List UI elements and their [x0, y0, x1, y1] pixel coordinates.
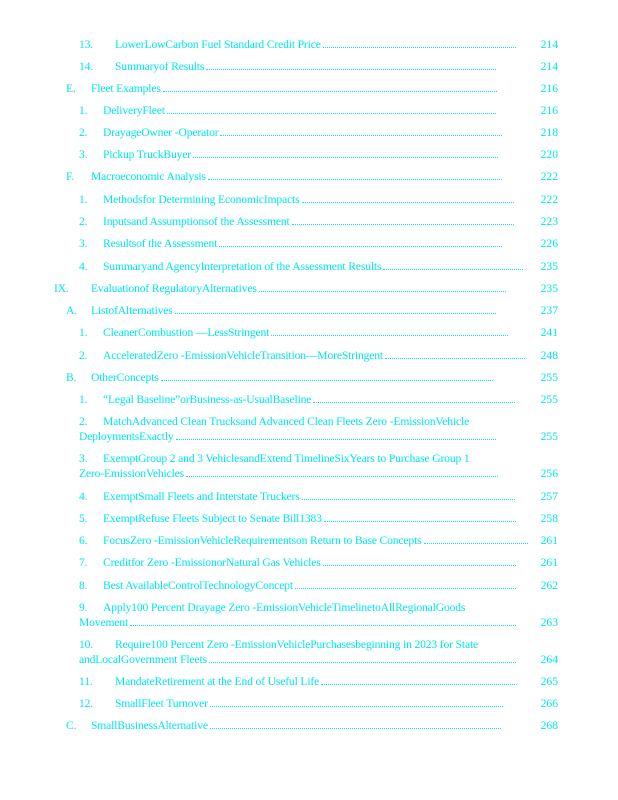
dot-leader [210, 705, 503, 707]
toc-entry[interactable] [79, 103, 499, 118]
dot-leader [302, 498, 515, 500]
toc-entry[interactable] [79, 451, 559, 466]
entry-title: Inputsand Assumptionsof the Assessment [103, 215, 290, 228]
entry-number: 3. [79, 237, 88, 250]
entry-title: Evaluationof RegulatoryAlternatives [91, 282, 257, 295]
entry-number: E. [66, 82, 76, 95]
toc-entry-continuation[interactable] [79, 466, 501, 481]
entry-page-number: 257 [540, 490, 558, 503]
toc-entry[interactable] [79, 125, 505, 140]
toc-entry[interactable] [66, 81, 500, 96]
toc-entry[interactable] [79, 533, 531, 548]
entry-number: 3. [79, 452, 88, 465]
entry-title-continuation: Movement [79, 616, 129, 629]
entry-number: 11. [79, 675, 93, 688]
entry-number: 2. [79, 126, 88, 139]
entry-page-number: 237 [540, 304, 558, 317]
entry-page-number: 261 [540, 556, 558, 569]
dot-leader [383, 268, 523, 270]
entry-page-number: 222 [540, 170, 558, 183]
entry-number: 1. [79, 326, 88, 339]
toc-entry[interactable] [66, 169, 505, 184]
entry-number: 8. [79, 579, 88, 592]
entry-number: 3. [79, 148, 88, 161]
toc-entry[interactable] [79, 392, 518, 407]
entry-title: MandateRetirement at the End of Useful Life [115, 675, 320, 688]
entry-number: 2. [79, 415, 88, 428]
toc-entry[interactable] [79, 59, 499, 74]
dot-leader [210, 727, 501, 729]
entry-page-number: 264 [540, 653, 558, 666]
entry-page-number: 235 [540, 282, 558, 295]
toc-entry[interactable] [66, 303, 499, 318]
entry-page-number: 214 [540, 38, 558, 51]
toc-entry-continuation[interactable] [79, 615, 519, 630]
entry-number: 14. [79, 60, 94, 73]
entry-page-number: 261 [540, 534, 558, 547]
entry-page-number: 263 [540, 616, 558, 629]
entry-number: 4. [79, 260, 88, 273]
entry-page-number: 266 [540, 697, 558, 710]
toc-entry[interactable] [79, 192, 517, 207]
entry-page-number: 262 [540, 579, 558, 592]
dot-leader [186, 475, 498, 477]
toc-entry[interactable] [79, 259, 526, 274]
entry-page-number: 241 [540, 326, 558, 339]
entry-number: 2. [79, 215, 88, 228]
entry-page-number: 223 [540, 215, 558, 228]
entry-title: Require100 Percent Zero -EmissionVehiclePurchasesbeginning in 2023 for State [115, 638, 479, 651]
entry-number: C. [66, 719, 77, 732]
toc-entry[interactable] [54, 281, 509, 296]
entry-title: Apply100 Percent Drayage Zero -EmissionVehicleTimelinetoAllRegionalGoods [103, 601, 466, 614]
dot-leader [323, 46, 516, 48]
entry-title: AcceleratedZero -EmissionVehicleTransition—MoreStringent [103, 349, 383, 362]
toc-entry[interactable] [79, 348, 528, 363]
entry-title: DeliveryFleet [103, 104, 165, 117]
entry-number: 12. [79, 697, 94, 710]
toc-entry[interactable] [79, 555, 519, 570]
entry-title: Fleet Examples [91, 82, 161, 95]
entry-title: LowerLowCarbon Fuel Standard Credit Price [115, 38, 321, 51]
toc-entry[interactable] [79, 637, 559, 652]
entry-page-number: 256 [540, 467, 558, 480]
dot-leader [175, 312, 496, 314]
entry-title: MatchAdvanced Clean Trucksand Advanced Clean Fleets Zero -EmissionVehicle [103, 415, 470, 428]
dot-leader [324, 520, 516, 522]
entry-number: IX. [54, 282, 69, 295]
dot-leader [271, 334, 508, 336]
entry-page-number: 222 [540, 193, 558, 206]
entry-number: A. [66, 304, 77, 317]
entry-title-continuation: Zero-EmissionVehicles [79, 467, 185, 480]
dot-leader [176, 438, 496, 440]
entry-title: ExemptGroup 2 and 3 VehiclesandExtend TimelineSixYears to Purchase Group 1 [103, 452, 470, 465]
dot-leader [323, 564, 516, 566]
entry-number: 10. [79, 638, 94, 651]
entry-page-number: 226 [540, 237, 558, 250]
entry-page-number: 268 [540, 719, 558, 732]
entry-title: OtherConcepts [91, 371, 159, 384]
dot-leader [295, 587, 516, 589]
entry-page-number: 255 [540, 393, 558, 406]
entry-title: Macroeconomic Analysis [91, 170, 206, 183]
toc-entry[interactable] [79, 511, 519, 526]
entry-title: Best AvailableControlTechnologyConcept [103, 579, 294, 592]
entry-number: 1. [79, 104, 88, 117]
dot-leader [163, 90, 497, 92]
entry-page-number: 265 [540, 675, 558, 688]
entry-title: ListofAlternatives [91, 304, 173, 317]
entry-number: 7. [79, 556, 88, 569]
entry-title: ExemptSmall Fleets and Interstate Truckers [103, 490, 300, 503]
entry-title: CleanerCombustion —LessStringent [103, 326, 270, 339]
entry-page-number: 218 [540, 126, 558, 139]
toc-entry[interactable] [79, 600, 559, 615]
dot-leader [424, 542, 528, 544]
entry-title: Summaryand AgencyInterpretation of the Assessment Results [103, 260, 382, 273]
entry-page-number: 248 [540, 349, 558, 362]
toc-entry[interactable] [79, 578, 519, 593]
entry-page-number: 258 [540, 512, 558, 525]
entry-number: B. [66, 371, 77, 384]
dot-leader [208, 178, 502, 180]
toc-entry[interactable] [79, 489, 518, 504]
toc-entry[interactable] [79, 147, 501, 162]
entry-title: FocusZero -EmissionVehicleRequirementson Return to Base Concepts [103, 534, 422, 547]
entry-page-number: 235 [540, 260, 558, 273]
toc-entry[interactable] [79, 674, 520, 689]
toc-entry[interactable] [79, 214, 517, 229]
dot-leader [385, 357, 525, 359]
toc-entry[interactable] [79, 325, 511, 340]
dot-leader [206, 68, 496, 70]
dot-leader [313, 401, 515, 403]
entry-title: Methodsfor Determining EconomicImpacts [103, 193, 300, 206]
entry-title-continuation: DeploymentsExactly [79, 430, 174, 443]
entry-title: ExemptRefuse Fleets Subject to Senate Bill1383 [103, 512, 322, 525]
entry-page-number: 216 [540, 104, 558, 117]
entry-title: Creditfor Zero -EmissionorNatural Gas Vehicles [103, 556, 321, 569]
toc-entry-continuation[interactable] [79, 429, 499, 444]
dot-leader [209, 661, 516, 663]
dot-leader [193, 156, 498, 158]
dot-leader [302, 201, 515, 203]
toc-entry-continuation[interactable] [79, 652, 519, 667]
dot-leader [292, 223, 514, 225]
entry-title: DrayageOwner -Operator [103, 126, 219, 139]
entry-title: Resultsof the Assessment [103, 237, 218, 250]
dot-leader [161, 379, 493, 381]
dot-leader [219, 245, 502, 247]
toc-entry[interactable] [66, 718, 504, 733]
toc-entry[interactable] [79, 37, 519, 52]
entry-number: 6. [79, 534, 88, 547]
entry-number: 1. [79, 393, 88, 406]
entry-number: 5. [79, 512, 88, 525]
entry-number: 1. [79, 193, 88, 206]
dot-leader [130, 624, 516, 626]
entry-number: 4. [79, 490, 88, 503]
entry-number: 2. [79, 349, 88, 362]
entry-number: F. [66, 170, 75, 183]
entry-number: 13. [79, 38, 94, 51]
entry-page-number: 216 [540, 82, 558, 95]
toc-entry[interactable] [79, 696, 506, 711]
entry-title: Pickup TruckBuyer [103, 148, 191, 161]
entry-number: 9. [79, 601, 88, 614]
entry-title: SmallFleet Turnover [115, 697, 208, 710]
entry-page-number: 220 [540, 148, 558, 161]
entry-title: “Legal Baseline”orBusiness-as-UsualBaseline [103, 393, 312, 406]
toc-entry[interactable] [79, 236, 505, 251]
dot-leader [220, 134, 502, 136]
entry-title-continuation: andLocalGovernment Fleets [79, 653, 207, 666]
toc-entry[interactable] [79, 414, 559, 429]
dot-leader [259, 290, 506, 292]
entry-title: SmallBusinessAlternative [91, 719, 208, 732]
entry-title: Summaryof Results [115, 60, 205, 73]
toc-entry[interactable] [66, 370, 496, 385]
dot-leader [321, 683, 517, 685]
dot-leader [167, 112, 496, 114]
entry-page-number: 255 [540, 430, 558, 443]
entry-page-number: 255 [540, 371, 558, 384]
entry-page-number: 214 [540, 60, 558, 73]
